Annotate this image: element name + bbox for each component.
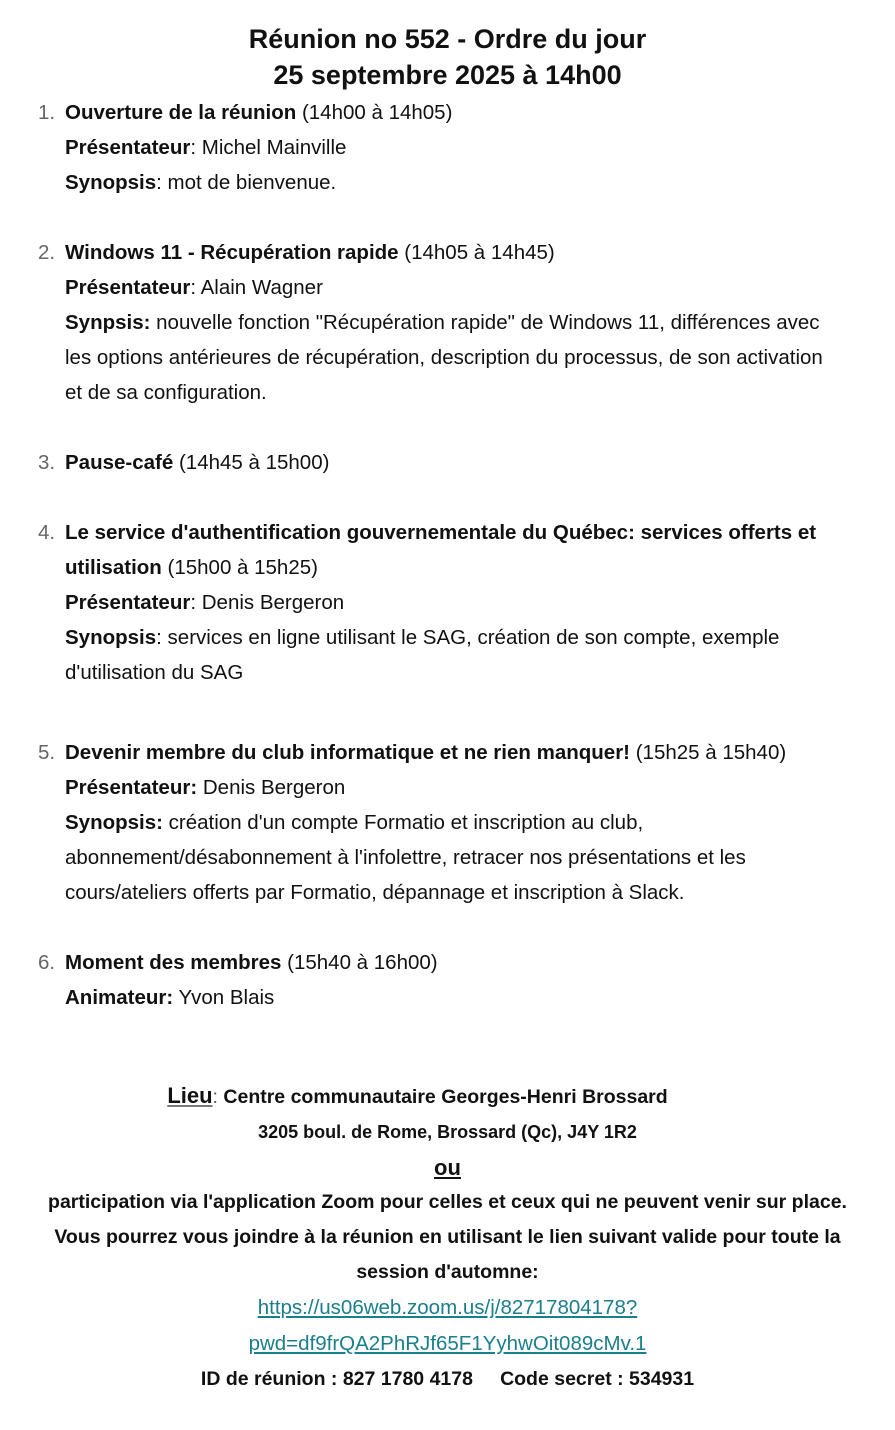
item-number: 6.: [38, 951, 56, 974]
synopsis-label: Synopsis: [65, 171, 157, 194]
item-time: (14h45 à 15h00): [173, 451, 330, 474]
separator: :: [190, 276, 201, 299]
page-title: [0, 0, 895, 93]
separator: :: [190, 136, 202, 159]
presenter-name: Michel Mainville: [201, 136, 347, 159]
zoom-link-line-2[interactable]: pwd=df9frQA2PhRJf65F1YyhwOit089cMv.1: [248, 1332, 647, 1355]
presenter-label: Présentateur: [65, 136, 191, 159]
synopsis-text: nouvelle fonction "Récupération rapide" de Windows 11, différences avec les options antérieures de récupération, description du processus, de son activation et de sa configuration.: [65, 311, 823, 404]
or-separator: ou: [434, 1155, 461, 1180]
item-time: (15h00 à 15h25): [161, 556, 318, 579]
item-number: 1.: [38, 101, 56, 124]
agenda-item-4: [0, 515, 825, 690]
item-title: Ouverture de la réunion: [65, 101, 297, 124]
agenda-item-6: [0, 945, 825, 1015]
item-time: (15h25 à 15h40): [630, 741, 787, 764]
agenda-item-1: [0, 95, 825, 200]
zoom-link-line-1[interactable]: https://us06web.zoom.us/j/82717804178?: [257, 1296, 638, 1319]
item-title: Devenir membre du club informatique et ne rien manquer!: [65, 741, 631, 764]
meeting-id: ID de réunion : 827 1780 4178: [200, 1368, 473, 1390]
separator: :: [156, 626, 168, 649]
synopsis-text: services en ligne utilisant le SAG, création de son compte, exemple d'utilisation du SAG: [65, 626, 780, 684]
zoom-instructions: participation via l'application Zoom pour celles et ceux qui ne peuvent venir sur place. Vous pourrez vous joindre à la réunion en utilisant le lien suivant valide pour toute la session d'automne:: [48, 1191, 847, 1283]
synopsis-label: Synopsis:: [65, 811, 163, 834]
item-time: (14h00 à 14h05): [296, 101, 453, 124]
title-line-1: Réunion no 552 - Ordre du jour: [248, 24, 647, 54]
agenda-item-3: [0, 445, 825, 480]
animator-label: Animateur:: [65, 986, 174, 1009]
synopsis-label: Synopsis: [65, 626, 157, 649]
presenter-name: Denis Bergeron: [202, 776, 346, 799]
presenter-label: Présentateur:: [65, 776, 198, 799]
item-title: Le service d'authentification gouvernementale du Québec: services offerts et utilisation: [65, 521, 817, 579]
zoom-link[interactable]: [249, 1296, 647, 1355]
agenda-list: [0, 95, 895, 1015]
separator: :: [190, 591, 202, 614]
separator: :: [212, 1086, 224, 1108]
item-number: 5.: [38, 741, 56, 764]
item-number: 3.: [38, 451, 56, 474]
agenda-item-5: [0, 735, 825, 910]
item-number: 4.: [38, 521, 56, 544]
item-title: Windows 11 - Récupération rapide: [65, 241, 399, 264]
synopsis-label: Synpsis:: [65, 311, 151, 334]
presenter-label: Présentateur: [65, 276, 191, 299]
meeting-passcode: Code secret : 534931: [500, 1368, 695, 1390]
location-section: [0, 1078, 895, 1397]
presenter-name: Alain Wagner: [200, 276, 323, 299]
meeting-credentials: [0, 1362, 895, 1397]
synopsis-text: mot de bienvenue.: [167, 171, 337, 194]
animator-name: Yvon Blais: [178, 986, 275, 1009]
agenda-item-2: [0, 235, 825, 410]
presenter-label: Présentateur: [65, 591, 191, 614]
synopsis-text: création d'un compte Formatio et inscription au club, abonnement/désabonnement à l'infolettre, retracer nos présentations et les cours/ateliers offerts par Formatio, dépannage et inscription à Slack.: [65, 811, 746, 904]
title-line-2: 25 septembre 2025 à 14h00: [273, 60, 622, 90]
presenter-name: Denis Bergeron: [201, 591, 345, 614]
separator: :: [156, 171, 168, 194]
item-time: (14h05 à 14h45): [398, 241, 555, 264]
location-name: Centre communautaire Georges-Henri Brossard: [223, 1086, 668, 1108]
location-label: Lieu: [167, 1083, 213, 1108]
item-time: (15h40 à 16h00): [281, 951, 438, 974]
item-title: Pause-café: [65, 451, 174, 474]
location-address: 3205 boul. de Rome, Brossard (Qc), J4Y 1R2: [258, 1122, 637, 1142]
item-title: Moment des membres: [65, 951, 282, 974]
item-number: 2.: [38, 241, 56, 264]
